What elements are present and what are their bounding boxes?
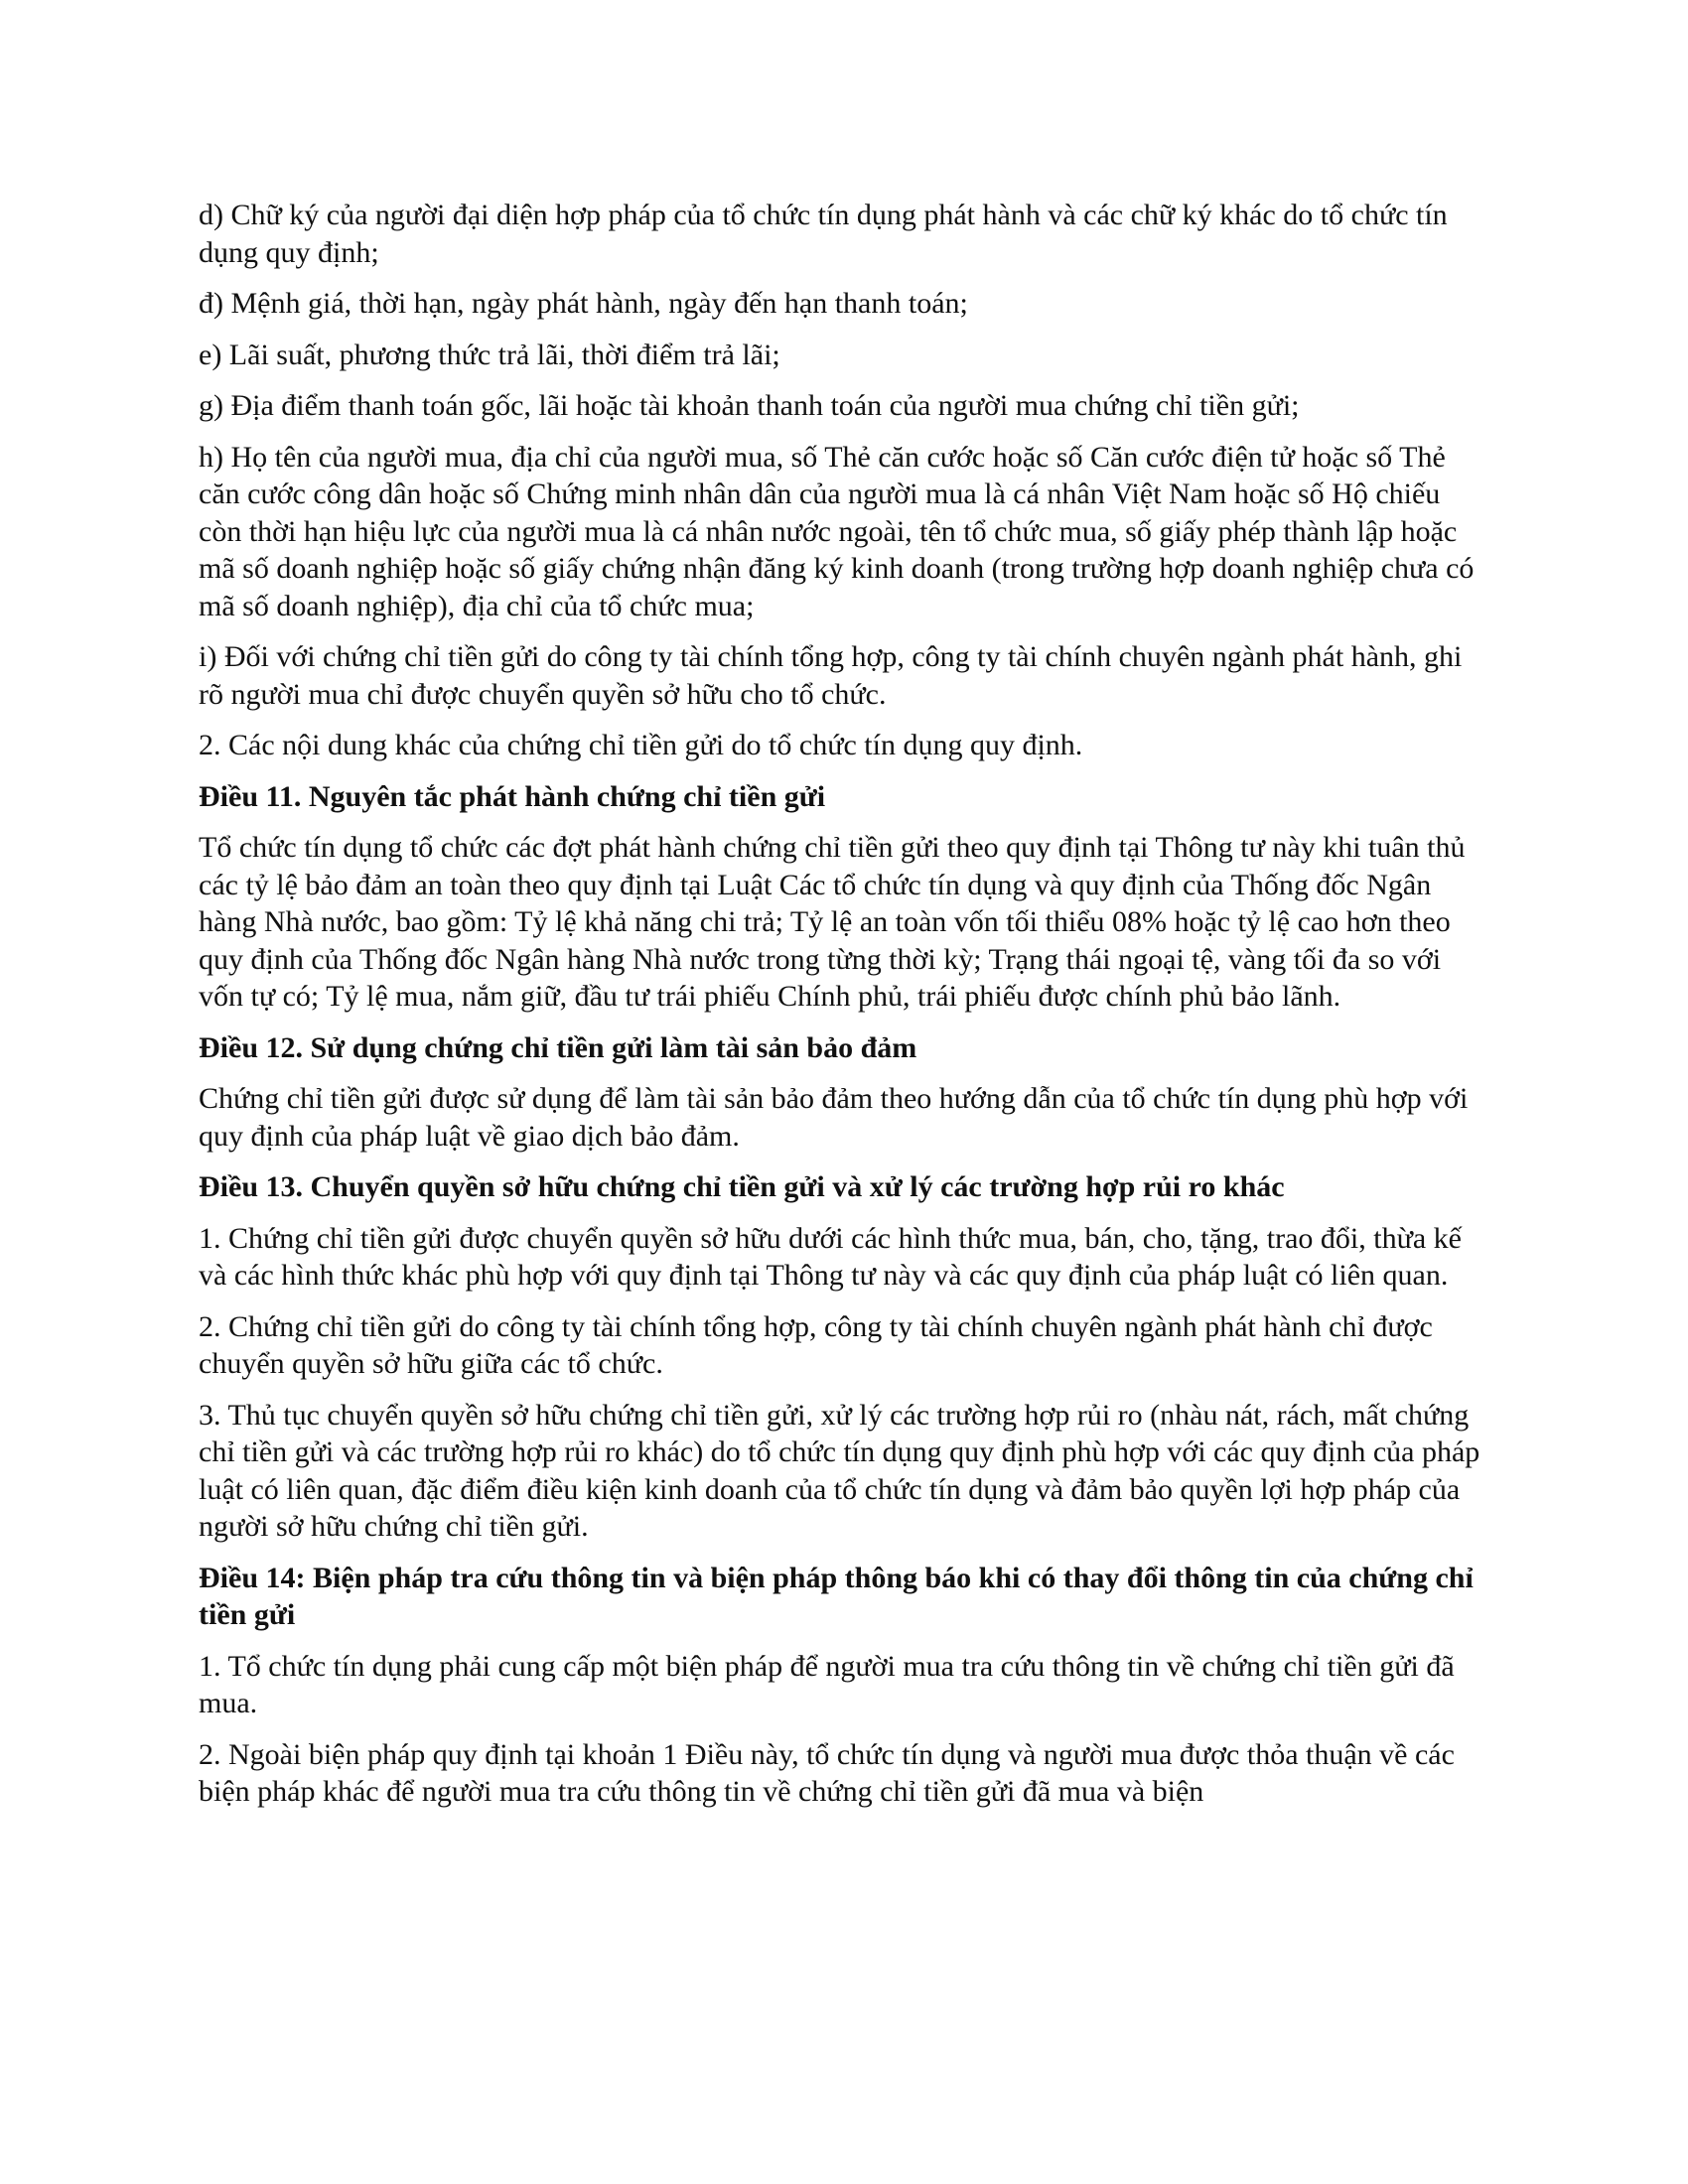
article-11-heading: Điều 11. Nguyên tắc phát hành chứng chỉ tiền gửi	[199, 779, 826, 813]
paragraph-item-g: g) Địa điểm thanh toán gốc, lãi hoặc tài khoản thanh toán của người mua chứng chỉ tiền gửi;	[199, 389, 1300, 422]
article-13-clause-1: 1. Chứng chỉ tiền gửi được chuyển quyền sở hữu dưới các hình thức mua, bán, cho, tặng, trao đổi, thừa kế và các hình thức khác phù hợp với quy định tại Thông tư này và các quy định của pháp luật có liên quan.	[199, 1221, 1462, 1292]
paragraph-item-i: i) Đối với chứng chỉ tiền gửi do công ty tài chính tổng hợp, công ty tài chính chuyên ngành phát hành, ghi rõ người mua chỉ được chuyển quyền sở hữu cho tổ chức.	[199, 640, 1463, 711]
paragraph-item-d: d) Chữ ký của người đại diện hợp pháp của tổ chức tín dụng phát hành và các chữ ký khác do tổ chức tín dụng quy định;	[199, 199, 1448, 269]
article-13-clause-2: 2. Chứng chỉ tiền gửi do công ty tài chính tổng hợp, công ty tài chính chuyên ngành phát hành chỉ được chuyển quyền sở hữu giữa các tổ chức.	[199, 1309, 1433, 1380]
article-12-heading: Điều 12. Sử dụng chứng chỉ tiền gửi làm tài sản bảo đảm	[199, 1030, 917, 1064]
article-13-heading: Điều 13. Chuyển quyền sở hữu chứng chỉ tiền gửi và xử lý các trường hợp rủi ro khác	[199, 1170, 1285, 1203]
paragraph-item-dd: đ) Mệnh giá, thời hạn, ngày phát hành, ngày đến hạn thanh toán;	[199, 287, 968, 320]
article-13-clause-3: 3. Thủ tục chuyển quyền sở hữu chứng chỉ tiền gửi, xử lý các trường hợp rủi ro (nhàu nát, rách, mất chứng chỉ tiền gửi và các trường hợp rủi ro khác) do tổ chức tín dụng quy định phù hợp với các quy định của pháp luật có liên quan, đặc điểm điều kiện kinh doanh của tổ chức tín dụng và đảm bảo quyền lợi hợp pháp của người sở hữu chứng chỉ tiền gửi.	[199, 1398, 1480, 1543]
article-14-clause-2: 2. Ngoài biện pháp quy định tại khoản 1 Điều này, tổ chức tín dụng và người mua được thỏa thuận về các biện pháp khác để người mua tra cứu thông tin về chứng chỉ tiền gửi đã mua và biện	[199, 1737, 1455, 1808]
paragraph-item-e: e) Lãi suất, phương thức trả lãi, thời điểm trả lãi;	[199, 338, 780, 371]
paragraph-clause-2: 2. Các nội dung khác của chứng chỉ tiền gửi do tổ chức tín dụng quy định.	[199, 729, 1083, 761]
article-11-body: Tổ chức tín dụng tổ chức các đợt phát hành chứng chỉ tiền gửi theo quy định tại Thông tư này khi tuân thủ các tỷ lệ bảo đảm an toàn theo quy định tại Luật Các tổ chức tín dụng và quy định của Thống đốc Ngân hàng Nhà nước, bao gồm: Tỷ lệ khả năng chi trả; Tỷ lệ an toàn vốn tối thiểu 08% hoặc tỷ lệ cao hơn theo quy định của Thống đốc Ngân hàng Nhà nước trong từng thời kỳ; Trạng thái ngoại tệ, vàng tối đa so với vốn tự có; Tỷ lệ mua, nắm giữ, đầu tư trái phiếu Chính phủ, trái phiếu được chính phủ bảo lãnh.	[199, 831, 1466, 1013]
article-12-body: Chứng chỉ tiền gửi được sử dụng để làm tài sản bảo đảm theo hướng dẫn của tổ chức tín dụng phù hợp với quy định của pháp luật về giao dịch bảo đảm.	[199, 1082, 1469, 1153]
article-14-heading: Điều 14: Biện pháp tra cứu thông tin và biện pháp thông báo khi có thay đổi thông tin của chứng chỉ tiền gửi	[199, 1561, 1474, 1631]
paragraph-item-h: h) Họ tên của người mua, địa chỉ của người mua, số Thẻ căn cước hoặc số Căn cước điện tử hoặc số Thẻ căn cước công dân hoặc số Chứng minh nhân dân của người mua là cá nhân Việt Nam hoặc số Hộ chiếu còn thời hạn hiệu lực của người mua là cá nhân nước ngoài, tên tổ chức mua, số giấy phép thành lập hoặc mã số doanh nghiệp hoặc số giấy chứng nhận đăng ký kinh doanh (trong trường hợp doanh nghiệp chưa có mã số doanh nghiệp), địa chỉ của tổ chức mua;	[199, 440, 1475, 622]
article-14-clause-1: 1. Tổ chức tín dụng phải cung cấp một biện pháp để người mua tra cứu thông tin về chứng chỉ tiền gửi đã mua.	[199, 1649, 1455, 1719]
document-page	[199, 197, 1489, 1825]
